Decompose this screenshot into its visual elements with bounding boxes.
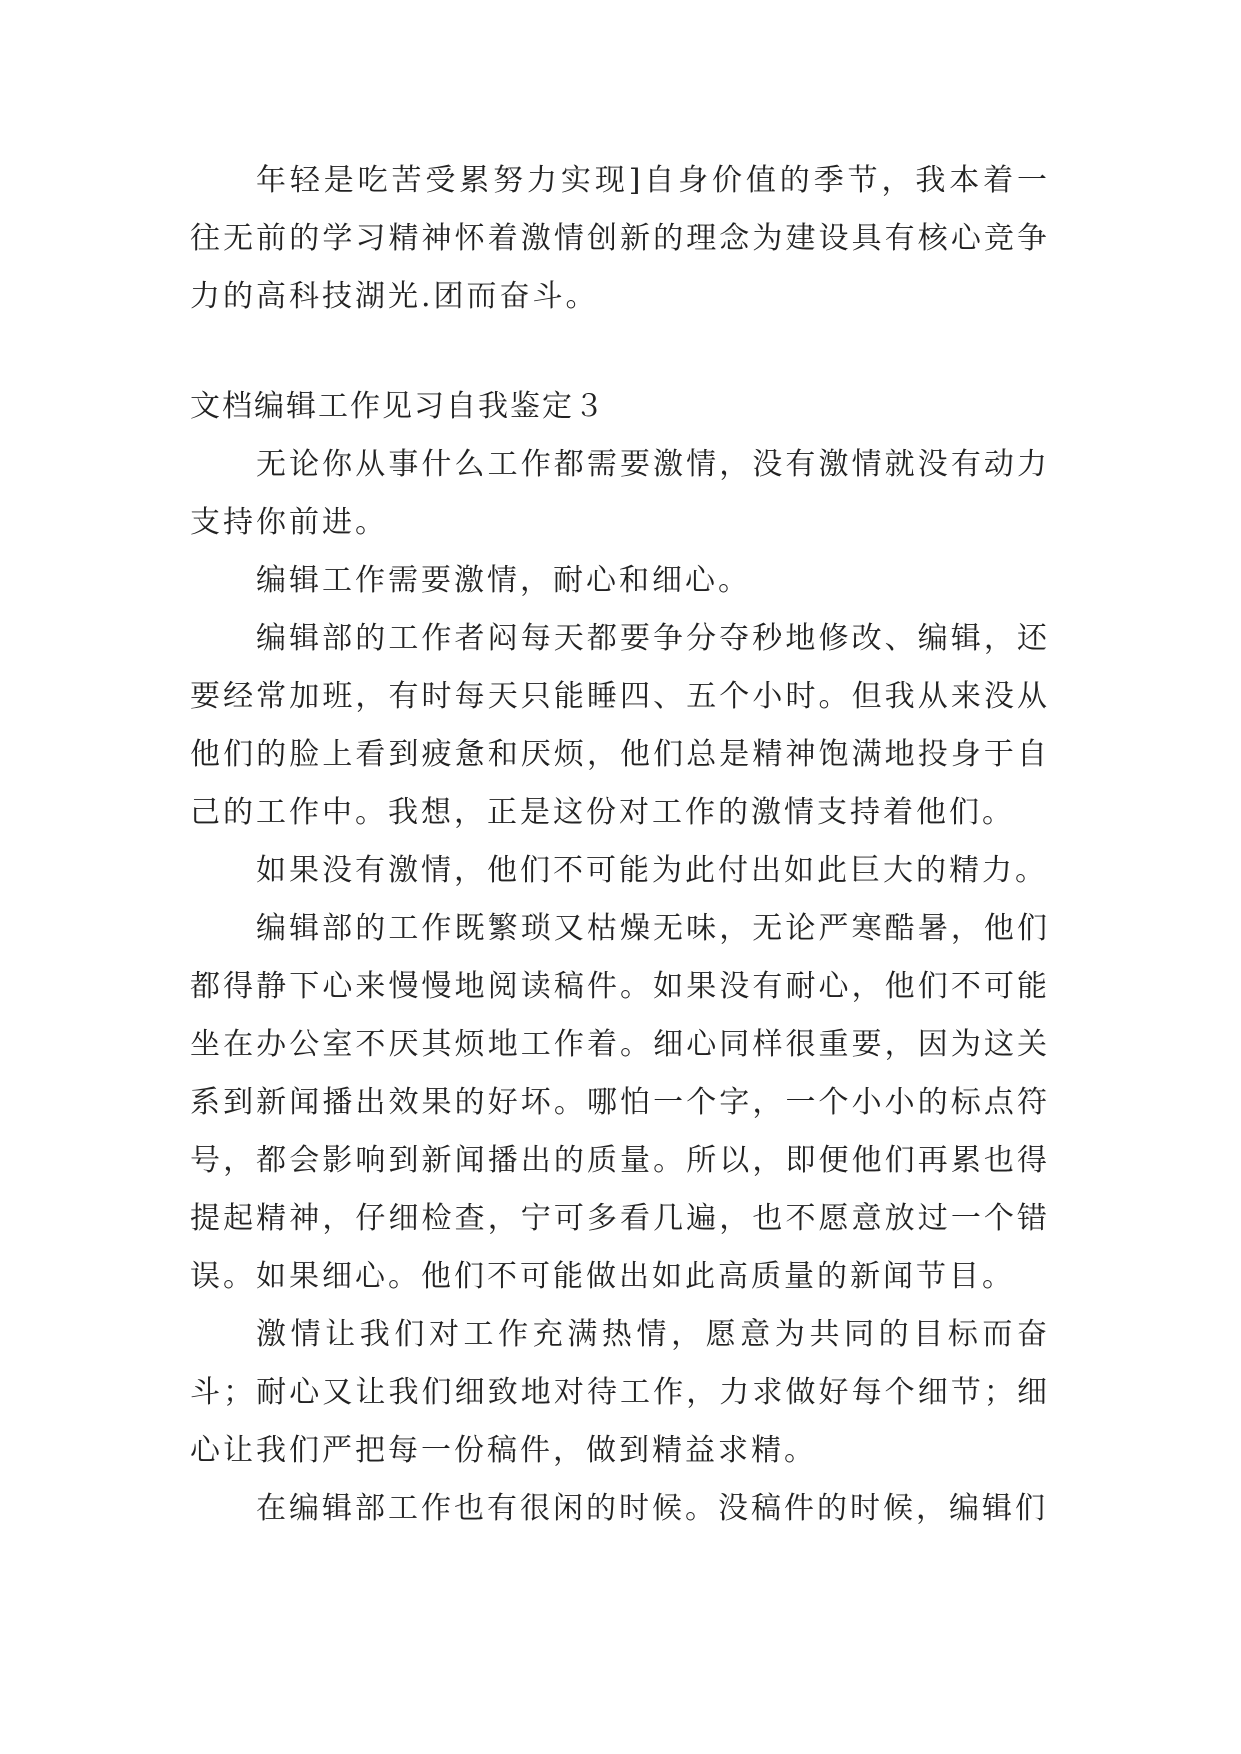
- body-paragraph: 编辑工作需要激情，耐心和细心。: [256, 563, 751, 598]
- body-paragraph: 编辑部的工作者闷每天都要争分夺秒地修改、编辑，还要经常加班，有时每天只能睡四、五个小时。但我从来没从他们的脸上看到疲惫和厌烦，他们总是精神饱满地投身于自己的工作中。我想，正是这份对工作的激情支持着他们。: [190, 621, 1050, 830]
- body-paragraph: 激情让我们对工作充满热情，愿意为共同的目标而奋斗；耐心又让我们细致地对待工作，力求做好每个细节；细心让我们严把每一份稿件，做到精益求精。: [190, 1317, 1050, 1468]
- intro-paragraph: 年轻是吃苦受累努力实现]自身价值的季节，我本着一往无前的学习精神怀着激情创新的理念为建设具有核心竞争力的高科技湖光.团而奋斗。: [190, 163, 1050, 314]
- document-body: [190, 152, 1050, 1538]
- body-paragraph: 无论你从事什么工作都需要激情，没有激情就没有动力支持你前进。: [190, 447, 1050, 540]
- body-paragraph: 编辑部的工作既繁琐又枯燥无味，无论严寒酷暑，他们都得静下心来慢慢地阅读稿件。如果没有耐心，他们不可能坐在办公室不厌其烦地工作着。细心同样很重要，因为这关系到新闻播出效果的好坏。哪怕一个字，一个小小的标点符号，都会影响到新闻播出的质量。所以，即便他们再累也得提起精神，仔细检查，宁可多看几遍，也不愿意放过一个错误。如果细心。他们不可能做出如此高质量的新闻节目。: [190, 911, 1050, 1294]
- body-paragraph: 如果没有激情，他们不可能为此付出如此巨大的精力。: [256, 853, 1048, 888]
- body-paragraph: 在编辑部工作也有很闲的时候。没稿件的时候，编辑们: [256, 1491, 1048, 1526]
- section-title: 文档编辑工作见习自我鉴定３: [190, 389, 606, 424]
